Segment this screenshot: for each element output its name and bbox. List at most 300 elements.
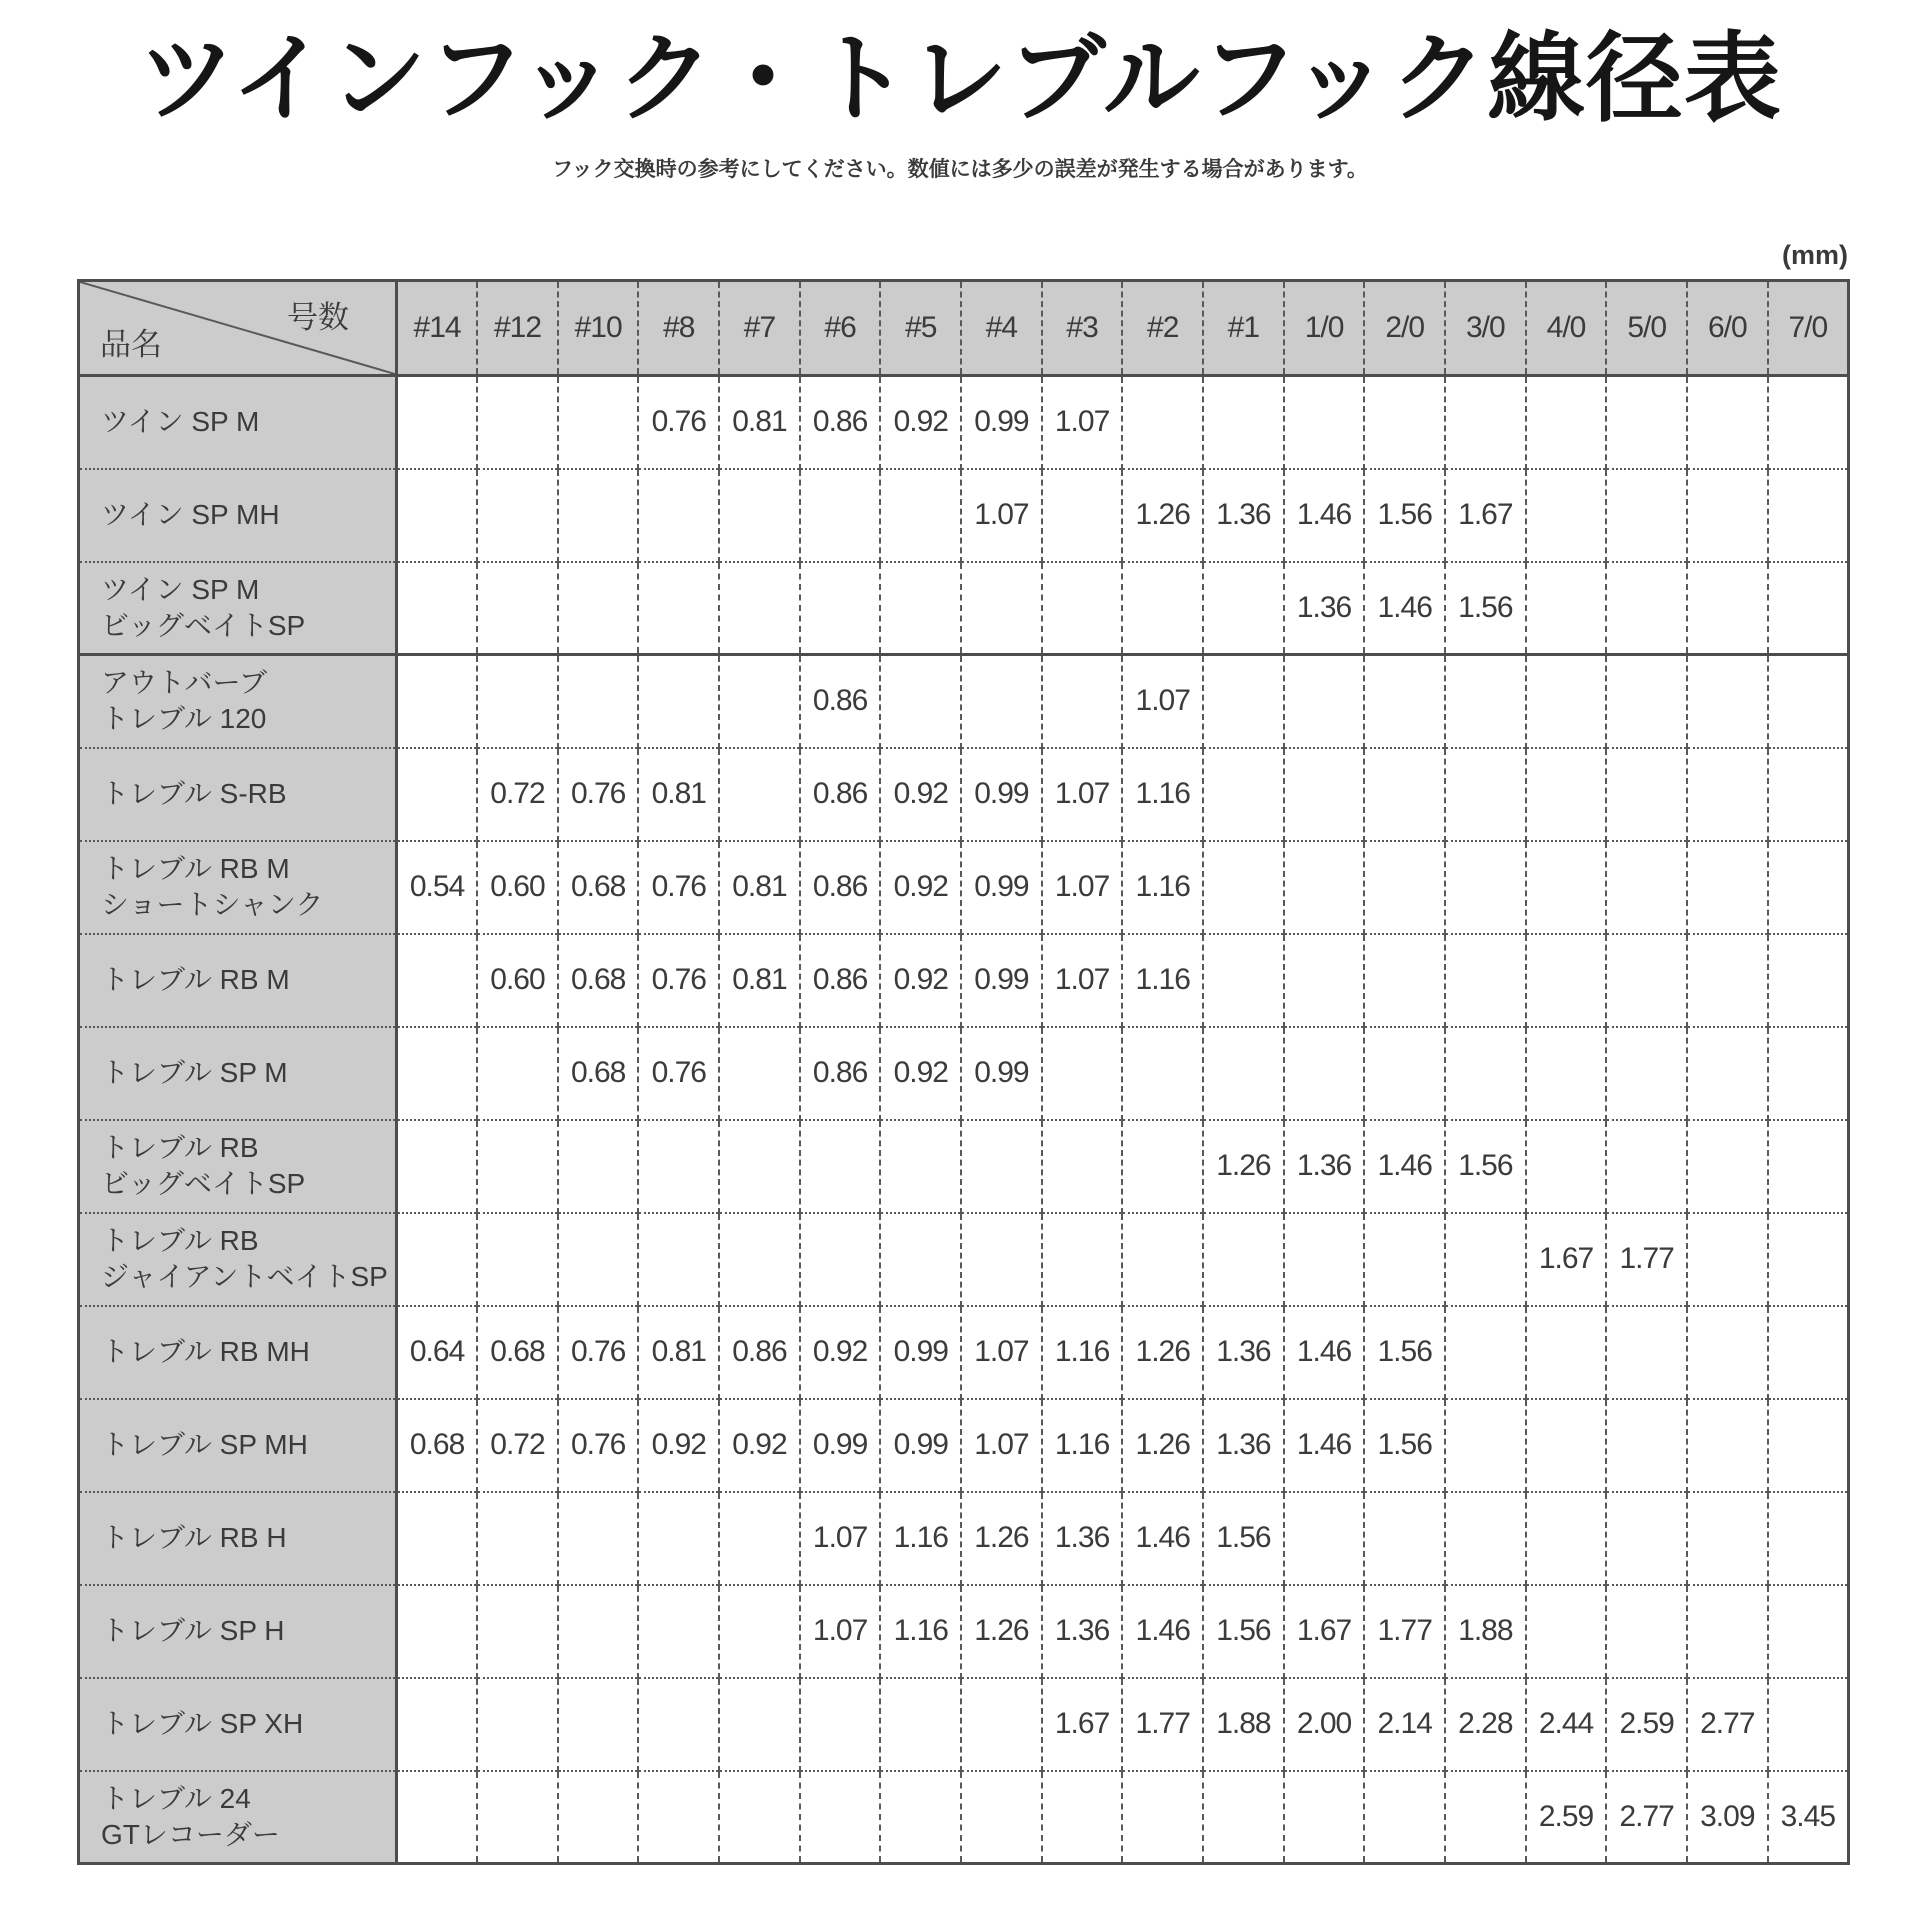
diameter-cell xyxy=(638,562,719,655)
corner-cell xyxy=(79,281,397,376)
diameter-cell: 1.07 xyxy=(961,1399,1042,1492)
diameter-cell xyxy=(1768,1585,1849,1678)
diameter-cell xyxy=(1364,1492,1445,1585)
diameter-cell xyxy=(1606,469,1687,562)
diameter-cell xyxy=(1203,376,1284,469)
diameter-cell xyxy=(719,469,800,562)
diameter-cell xyxy=(1768,934,1849,1027)
diameter-cell xyxy=(1606,655,1687,748)
diameter-cell xyxy=(477,469,558,562)
diameter-cell xyxy=(397,748,478,841)
diameter-cell xyxy=(1606,562,1687,655)
diameter-cell xyxy=(1203,934,1284,1027)
diameter-cell: 0.81 xyxy=(719,934,800,1027)
diameter-cell xyxy=(961,655,1042,748)
diameter-cell: 0.99 xyxy=(961,1027,1042,1120)
product-name-cell xyxy=(79,1027,397,1120)
diameter-cell: 2.59 xyxy=(1606,1678,1687,1771)
diameter-cell xyxy=(719,562,800,655)
product-name-cell xyxy=(79,748,397,841)
diameter-cell: 0.68 xyxy=(558,841,639,934)
diameter-cell: 0.92 xyxy=(880,748,961,841)
diameter-cell: 0.54 xyxy=(397,841,478,934)
diameter-cell xyxy=(397,1585,478,1678)
diameter-cell: 1.36 xyxy=(1042,1492,1123,1585)
diameter-cell: 1.77 xyxy=(1606,1213,1687,1306)
diameter-cell xyxy=(1768,1213,1849,1306)
diameter-cell xyxy=(1768,1492,1849,1585)
diameter-cell: 0.86 xyxy=(800,841,881,934)
diameter-cell xyxy=(880,1771,961,1864)
table-row xyxy=(79,469,1849,562)
diameter-cell xyxy=(1768,562,1849,655)
diameter-cell xyxy=(1687,841,1768,934)
diameter-cell xyxy=(558,1771,639,1864)
diameter-cell xyxy=(719,1213,800,1306)
diameter-cell xyxy=(558,469,639,562)
diameter-cell: 1.16 xyxy=(880,1492,961,1585)
diameter-cell: 1.36 xyxy=(1042,1585,1123,1678)
diameter-cell xyxy=(1687,1027,1768,1120)
diameter-cell: 1.16 xyxy=(1042,1399,1123,1492)
table-row xyxy=(79,562,1849,655)
product-name-cell xyxy=(79,1306,397,1399)
diameter-cell xyxy=(719,655,800,748)
diameter-cell xyxy=(1687,1585,1768,1678)
product-name-line: トレブル SP H xyxy=(101,1615,285,1647)
diameter-cell xyxy=(397,1771,478,1864)
diameter-cell xyxy=(880,1678,961,1771)
product-name-cell xyxy=(79,1771,397,1864)
diameter-cell xyxy=(1364,1771,1445,1864)
diameter-cell xyxy=(397,1492,478,1585)
diameter-cell xyxy=(638,1678,719,1771)
diameter-cell: 0.81 xyxy=(719,841,800,934)
diameter-cell xyxy=(1122,1771,1203,1864)
column-header: #3 xyxy=(1042,281,1123,376)
diameter-cell: 1.16 xyxy=(1122,934,1203,1027)
diameter-cell xyxy=(1284,1213,1365,1306)
diameter-cell: 0.76 xyxy=(638,376,719,469)
diameter-cell xyxy=(1284,376,1365,469)
diameter-cell xyxy=(1687,562,1768,655)
diameter-cell: 1.67 xyxy=(1526,1213,1607,1306)
diameter-cell: 0.86 xyxy=(800,376,881,469)
diameter-cell: 1.26 xyxy=(1203,1120,1284,1213)
diameter-cell: 1.46 xyxy=(1284,469,1365,562)
column-header: 7/0 xyxy=(1768,281,1849,376)
diameter-cell xyxy=(800,469,881,562)
diameter-cell: 0.99 xyxy=(800,1399,881,1492)
diameter-cell: 1.36 xyxy=(1284,562,1365,655)
diameter-cell xyxy=(397,934,478,1027)
product-name-cell xyxy=(79,562,397,655)
diameter-cell: 1.56 xyxy=(1364,1399,1445,1492)
diameter-cell xyxy=(1526,1306,1607,1399)
diameter-cell: 1.88 xyxy=(1203,1678,1284,1771)
table-row xyxy=(79,1120,1849,1213)
diameter-cell xyxy=(638,1213,719,1306)
diameter-cell: 0.68 xyxy=(397,1399,478,1492)
diameter-cell xyxy=(477,562,558,655)
diameter-cell: 2.14 xyxy=(1364,1678,1445,1771)
diameter-cell xyxy=(1768,1027,1849,1120)
diameter-cell xyxy=(1203,748,1284,841)
diameter-cell: 1.36 xyxy=(1203,469,1284,562)
diameter-cell xyxy=(1526,469,1607,562)
table-row xyxy=(79,1399,1849,1492)
diameter-cell: 1.26 xyxy=(1122,469,1203,562)
column-header: 2/0 xyxy=(1364,281,1445,376)
diameter-cell: 0.92 xyxy=(880,1027,961,1120)
diameter-cell: 1.56 xyxy=(1445,562,1526,655)
diameter-cell: 0.81 xyxy=(719,376,800,469)
diameter-cell: 1.26 xyxy=(961,1585,1042,1678)
diameter-cell: 1.26 xyxy=(961,1492,1042,1585)
column-header: #10 xyxy=(558,281,639,376)
diameter-cell xyxy=(397,1678,478,1771)
diameter-cell: 2.28 xyxy=(1445,1678,1526,1771)
product-name-line: ジャイアントベイトSP xyxy=(101,1261,388,1292)
header-row xyxy=(79,281,1849,376)
corner-product-label: 品名 xyxy=(100,327,162,362)
diameter-cell xyxy=(1122,1213,1203,1306)
product-name-line: ビッグベイトSP xyxy=(101,609,306,641)
table-header xyxy=(79,281,1849,376)
diameter-cell xyxy=(1768,748,1849,841)
diameter-cell: 1.56 xyxy=(1364,1306,1445,1399)
diameter-cell xyxy=(1122,562,1203,655)
diameter-cell xyxy=(558,655,639,748)
column-header: #5 xyxy=(880,281,961,376)
diameter-cell xyxy=(558,1492,639,1585)
diameter-cell xyxy=(1364,841,1445,934)
diameter-cell: 0.76 xyxy=(638,841,719,934)
diameter-cell xyxy=(1364,748,1445,841)
diameter-cell: 1.07 xyxy=(1042,841,1123,934)
diameter-cell xyxy=(1042,1213,1123,1306)
diameter-cell xyxy=(397,655,478,748)
diameter-cell xyxy=(880,469,961,562)
diameter-cell xyxy=(1526,376,1607,469)
diameter-cell: 1.56 xyxy=(1364,469,1445,562)
diameter-cell xyxy=(558,1213,639,1306)
diameter-cell: 1.36 xyxy=(1203,1399,1284,1492)
diameter-cell xyxy=(477,376,558,469)
diameter-cell xyxy=(880,1120,961,1213)
diameter-cell xyxy=(1122,1120,1203,1213)
table-row xyxy=(79,934,1849,1027)
diameter-cell xyxy=(638,1585,719,1678)
diameter-cell xyxy=(719,748,800,841)
diameter-cell: 0.92 xyxy=(638,1399,719,1492)
diameter-cell xyxy=(1203,562,1284,655)
diameter-table xyxy=(77,279,1850,1865)
diameter-cell: 1.36 xyxy=(1284,1120,1365,1213)
column-header: #1 xyxy=(1203,281,1284,376)
diameter-cell: 0.72 xyxy=(477,1399,558,1492)
diameter-cell: 1.77 xyxy=(1122,1678,1203,1771)
diameter-cell xyxy=(1042,1771,1123,1864)
diameter-cell: 0.92 xyxy=(880,934,961,1027)
diameter-cell xyxy=(719,1120,800,1213)
diameter-cell: 1.26 xyxy=(1122,1306,1203,1399)
diameter-cell: 1.67 xyxy=(1284,1585,1365,1678)
diameter-cell xyxy=(558,562,639,655)
diameter-cell xyxy=(1687,748,1768,841)
diameter-cell xyxy=(1445,655,1526,748)
diameter-cell xyxy=(719,1771,800,1864)
diameter-cell xyxy=(1445,1399,1526,1492)
diameter-cell xyxy=(800,562,881,655)
diameter-cell xyxy=(1526,934,1607,1027)
diameter-cell xyxy=(1768,1306,1849,1399)
diameter-cell: 1.46 xyxy=(1364,1120,1445,1213)
diameter-cell: 3.09 xyxy=(1687,1771,1768,1864)
diameter-cell: 0.99 xyxy=(961,748,1042,841)
diameter-cell: 0.99 xyxy=(880,1399,961,1492)
diameter-cell xyxy=(477,655,558,748)
column-header: #2 xyxy=(1122,281,1203,376)
diameter-cell xyxy=(1203,841,1284,934)
table-section xyxy=(77,240,1850,1865)
table-row xyxy=(79,1213,1849,1306)
diameter-cell: 0.86 xyxy=(800,934,881,1027)
diameter-cell: 1.67 xyxy=(1445,469,1526,562)
diameter-cell: 0.92 xyxy=(880,376,961,469)
product-name-cell xyxy=(79,469,397,562)
diameter-cell: 0.99 xyxy=(961,934,1042,1027)
diameter-cell xyxy=(961,1120,1042,1213)
diameter-cell xyxy=(1526,655,1607,748)
diameter-cell xyxy=(1768,469,1849,562)
diameter-cell: 1.07 xyxy=(961,1306,1042,1399)
diameter-cell xyxy=(1687,376,1768,469)
diameter-cell xyxy=(1687,469,1768,562)
diameter-cell xyxy=(1445,841,1526,934)
diameter-cell xyxy=(1606,1585,1687,1678)
diameter-cell xyxy=(558,1120,639,1213)
diameter-cell: 0.76 xyxy=(558,748,639,841)
product-name-line: トレブル RB xyxy=(101,1225,259,1257)
diameter-cell: 2.77 xyxy=(1687,1678,1768,1771)
diameter-cell xyxy=(1526,1585,1607,1678)
diameter-cell xyxy=(1606,376,1687,469)
diameter-cell xyxy=(1284,655,1365,748)
product-name-line: GTレコーダー xyxy=(101,1818,280,1850)
table-row xyxy=(79,1027,1849,1120)
diameter-cell xyxy=(1203,1213,1284,1306)
diameter-cell xyxy=(1122,1027,1203,1120)
diameter-cell xyxy=(1768,655,1849,748)
diameter-cell xyxy=(961,1678,1042,1771)
diameter-cell: 0.99 xyxy=(880,1306,961,1399)
product-name-line: ツイン SP MH xyxy=(101,499,280,531)
diameter-cell xyxy=(1284,1027,1365,1120)
diameter-cell xyxy=(397,376,478,469)
diameter-cell: 0.99 xyxy=(961,376,1042,469)
diameter-cell xyxy=(961,562,1042,655)
column-header: #8 xyxy=(638,281,719,376)
diameter-cell: 1.07 xyxy=(1042,748,1123,841)
diameter-cell xyxy=(1122,376,1203,469)
diameter-cell xyxy=(477,1027,558,1120)
diameter-cell: 0.99 xyxy=(961,841,1042,934)
product-name-line: ツイン SP M xyxy=(101,406,260,438)
diameter-cell xyxy=(1445,1771,1526,1864)
diameter-cell: 2.77 xyxy=(1606,1771,1687,1864)
diameter-cell xyxy=(719,1585,800,1678)
product-name-line: トレブル SP XH xyxy=(101,1708,304,1740)
product-name-line: トレブル 24 xyxy=(101,1782,251,1814)
diameter-cell: 1.07 xyxy=(961,469,1042,562)
diameter-cell xyxy=(1284,1492,1365,1585)
diameter-cell: 0.76 xyxy=(638,1027,719,1120)
diameter-cell xyxy=(638,1120,719,1213)
diameter-cell: 1.16 xyxy=(1042,1306,1123,1399)
diameter-cell xyxy=(477,1213,558,1306)
diameter-cell xyxy=(1364,376,1445,469)
diameter-cell xyxy=(1284,1771,1365,1864)
corner-size-label: 号数 xyxy=(287,300,349,335)
column-header: #14 xyxy=(397,281,478,376)
diameter-cell: 1.88 xyxy=(1445,1585,1526,1678)
diameter-cell: 1.46 xyxy=(1122,1585,1203,1678)
column-header: #6 xyxy=(800,281,881,376)
diameter-cell xyxy=(1284,841,1365,934)
product-name-cell xyxy=(79,934,397,1027)
diameter-cell xyxy=(1284,748,1365,841)
diameter-cell xyxy=(1526,1399,1607,1492)
page-subtitle: フック交換時の参考にしてください。数値には多少の誤差が発生する場合があります。 xyxy=(552,157,1368,181)
diameter-cell xyxy=(1768,376,1849,469)
column-header: #12 xyxy=(477,281,558,376)
diameter-cell xyxy=(638,655,719,748)
product-name-cell xyxy=(79,1585,397,1678)
diameter-cell: 0.68 xyxy=(558,1027,639,1120)
diameter-cell: 1.07 xyxy=(1042,934,1123,1027)
product-name-line: トレブル SP MH xyxy=(101,1429,308,1461)
diameter-cell xyxy=(1284,934,1365,1027)
diameter-cell xyxy=(961,1771,1042,1864)
diameter-cell: 1.56 xyxy=(1203,1492,1284,1585)
diameter-cell: 0.86 xyxy=(719,1306,800,1399)
diameter-cell xyxy=(1768,1399,1849,1492)
diameter-cell: 1.46 xyxy=(1284,1306,1365,1399)
diameter-cell: 2.44 xyxy=(1526,1678,1607,1771)
diameter-cell xyxy=(1042,1120,1123,1213)
product-name-line: アウトバーブ xyxy=(101,667,268,699)
diameter-cell xyxy=(1687,934,1768,1027)
product-name-cell xyxy=(79,376,397,469)
diameter-cell xyxy=(477,1120,558,1213)
diameter-cell: 1.26 xyxy=(1122,1399,1203,1492)
table-row xyxy=(79,841,1849,934)
diameter-cell xyxy=(397,1120,478,1213)
diameter-cell xyxy=(1364,1027,1445,1120)
diameter-cell xyxy=(1203,655,1284,748)
product-name-cell xyxy=(79,841,397,934)
diameter-cell: 1.16 xyxy=(880,1585,961,1678)
diameter-cell: 0.86 xyxy=(800,1027,881,1120)
diameter-cell: 0.68 xyxy=(558,934,639,1027)
table-row xyxy=(79,748,1849,841)
column-header: #7 xyxy=(719,281,800,376)
product-name-cell xyxy=(79,655,397,748)
diameter-cell: 0.60 xyxy=(477,934,558,1027)
table-row xyxy=(79,1585,1849,1678)
table-row xyxy=(79,376,1849,469)
diameter-cell xyxy=(1526,1120,1607,1213)
column-header: 5/0 xyxy=(1606,281,1687,376)
product-name-cell xyxy=(79,1120,397,1213)
diameter-cell xyxy=(1687,1213,1768,1306)
diameter-cell: 0.86 xyxy=(800,655,881,748)
diameter-cell xyxy=(1364,1213,1445,1306)
diameter-cell xyxy=(558,1678,639,1771)
diameter-cell xyxy=(1445,1213,1526,1306)
product-name-line: トレブル RB H xyxy=(101,1522,287,1554)
diameter-cell xyxy=(800,1771,881,1864)
table-row xyxy=(79,1306,1849,1399)
diameter-cell: 1.07 xyxy=(1042,376,1123,469)
product-name-cell xyxy=(79,1678,397,1771)
diameter-cell xyxy=(1606,841,1687,934)
diameter-cell xyxy=(800,1120,881,1213)
product-name-line: ショートシャンク xyxy=(101,889,324,920)
diameter-cell xyxy=(1687,655,1768,748)
diameter-cell: 0.68 xyxy=(477,1306,558,1399)
diameter-cell xyxy=(1042,562,1123,655)
diameter-cell xyxy=(800,1678,881,1771)
diameter-cell xyxy=(1526,1027,1607,1120)
diameter-cell xyxy=(397,469,478,562)
diameter-cell xyxy=(1606,1120,1687,1213)
diameter-cell xyxy=(1203,1771,1284,1864)
table-row xyxy=(79,1678,1849,1771)
diameter-cell: 1.07 xyxy=(800,1585,881,1678)
diameter-cell: 1.07 xyxy=(1122,655,1203,748)
diameter-cell xyxy=(477,1585,558,1678)
diameter-cell xyxy=(719,1678,800,1771)
table-body xyxy=(79,376,1849,1864)
diameter-cell xyxy=(477,1492,558,1585)
diameter-cell xyxy=(638,1771,719,1864)
product-name-line: トレブル SP M xyxy=(101,1057,288,1089)
product-name-cell xyxy=(79,1492,397,1585)
table-row xyxy=(79,1771,1849,1864)
diameter-cell: 1.16 xyxy=(1122,748,1203,841)
diameter-cell: 1.56 xyxy=(1203,1585,1284,1678)
diameter-cell xyxy=(638,1492,719,1585)
diameter-cell xyxy=(477,1771,558,1864)
diameter-cell: 0.92 xyxy=(719,1399,800,1492)
table-row xyxy=(79,1492,1849,1585)
diameter-cell xyxy=(1445,1492,1526,1585)
diameter-cell xyxy=(1203,1027,1284,1120)
diameter-cell xyxy=(1445,376,1526,469)
diameter-cell xyxy=(1687,1306,1768,1399)
diameter-cell: 1.67 xyxy=(1042,1678,1123,1771)
diameter-cell xyxy=(1606,1306,1687,1399)
product-name-line: トレブル RB MH xyxy=(101,1336,310,1368)
diameter-cell xyxy=(1606,748,1687,841)
product-name-line: トレブル RB xyxy=(101,1132,259,1164)
diameter-cell: 1.16 xyxy=(1122,841,1203,934)
diameter-cell xyxy=(1606,1027,1687,1120)
diameter-cell: 0.64 xyxy=(397,1306,478,1399)
diameter-cell: 0.92 xyxy=(880,841,961,934)
